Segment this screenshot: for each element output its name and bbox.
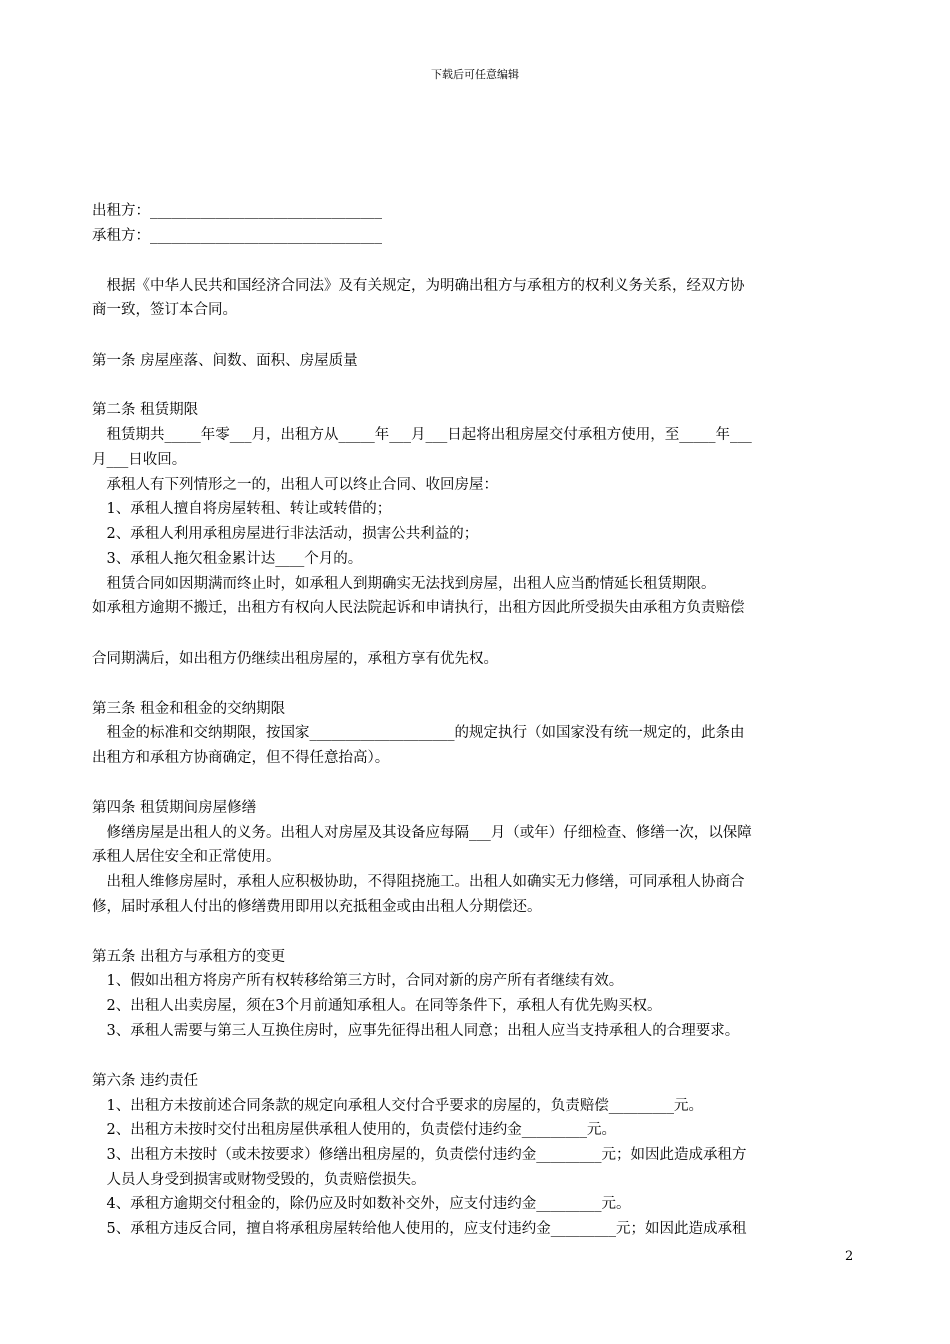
article-6-item: 1、出租方未按前述合同条款的规定向承租人交付合乎要求的房屋的，负责赔偿_________元。 — [92, 1098, 703, 1114]
lessee-line: 承租方：________________________________ — [92, 228, 382, 244]
preamble-line: 根据《中华人民共和国经济合同法》及有关规定，为明确出租方与承租方的权利义务关系，经双方协 — [92, 278, 745, 294]
lessor-line: 出租方：________________________________ — [92, 203, 382, 219]
article-2-line: 合同期满后，如出租方仍继续出租房屋的，承租方享有优先权。 — [92, 651, 498, 667]
article-2-line: 月___日收回。 — [92, 452, 187, 468]
article-2-line: 承租人有下列情形之一的，出租人可以终止合同、收回房屋： — [92, 477, 498, 493]
article-4-line: 出租人维修房屋时，承租人应积极协助，不得阻挠施工。出租人如确实无力修缮，可同承租人协商合 — [92, 874, 745, 890]
article-6-item: 5、承租方违反合同，擅自将承租房屋转给他人使用的，应支付违约金_________元；如因此造成承租 — [92, 1221, 747, 1237]
article-2-line: 如承租方逾期不搬迁，出租方有权向人民法院起诉和申请执行，出租方因此所受损失由承租方负责赔偿 — [92, 600, 745, 616]
article-5-item: 1、假如出租方将房产所有权转移给第三方时，合同对新的房产所有者继续有效。 — [92, 973, 624, 989]
article-6-item: 3、出租方未按时（或未按要求）修缮出租房屋的，负责偿付违约金_________元；如因此造成承租方 — [92, 1147, 747, 1163]
page-header: 下载后可任意编辑 — [431, 68, 519, 81]
article-6-heading: 第六条 违约责任 — [92, 1073, 199, 1089]
article-6-item: 4、承租方逾期交付租金的，除仍应及时如数补交外，应支付违约金_________元。 — [92, 1196, 631, 1212]
article-3-heading: 第三条 租金和租金的交纳期限 — [92, 701, 286, 717]
article-5-item: 2、出租人出卖房屋，须在3个月前通知承租人。在同等条件下，承租人有优先购买权。 — [92, 998, 662, 1014]
article-4-line: 修缮房屋是出租人的义务。出租人对房屋及其设备应每隔___月（或年）仔细检查、修缮一次，以保障 — [92, 825, 752, 841]
article-2-line: 租赁合同如因期满而终止时，如承租人到期确实无法找到房屋，出租人应当酌情延长租赁期限。 — [92, 576, 716, 592]
article-2-heading: 第二条 租赁期限 — [92, 402, 199, 418]
article-1-heading: 第一条 房屋座落、间数、面积、房屋质量 — [92, 353, 358, 369]
article-2-item: 2、承租人利用承租房屋进行非法活动，损害公共利益的； — [92, 526, 479, 542]
article-4-line: 修，届时承租人付出的修缮费用即用以充抵租金或由出租人分期偿还。 — [92, 899, 542, 915]
preamble-line: 商一致，签订本合同。 — [92, 302, 237, 318]
article-5-heading: 第五条 出租方与承租方的变更 — [92, 949, 286, 965]
article-4-heading: 第四条 租赁期间房屋修缮 — [92, 800, 257, 816]
article-5-item: 3、承租人需要与第三人互换住房时，应事先征得出租人同意；出租人应当支持承租人的合理要求。 — [92, 1023, 740, 1039]
article-2-item: 3、承租人拖欠租金累计达____个月的。 — [92, 551, 363, 567]
article-6-item: 人员人身受到损害或财物受毁的，负责赔偿损失。 — [92, 1172, 426, 1188]
article-2-line: 租赁期共_____年零___月，出租方从_____年___月___日起将出租房屋交付承租方使用，至_____年___ — [92, 427, 752, 443]
article-4-line: 承租人居住安全和正常使用。 — [92, 849, 281, 865]
page-number: 2 — [845, 1249, 854, 1264]
article-3-line: 出租方和承租方协商确定，但不得任意抬高）。 — [92, 750, 390, 766]
article-2-item: 1、承租人擅自将房屋转租、转让或转借的； — [92, 501, 392, 517]
article-6-item: 2、出租方未按时交付出租房屋供承租人使用的，负责偿付违约金_________元。 — [92, 1122, 616, 1138]
article-3-line: 租金的标准和交纳期限，按国家____________________的规定执行（如国家没有统一规定的，此条由 — [92, 725, 745, 741]
